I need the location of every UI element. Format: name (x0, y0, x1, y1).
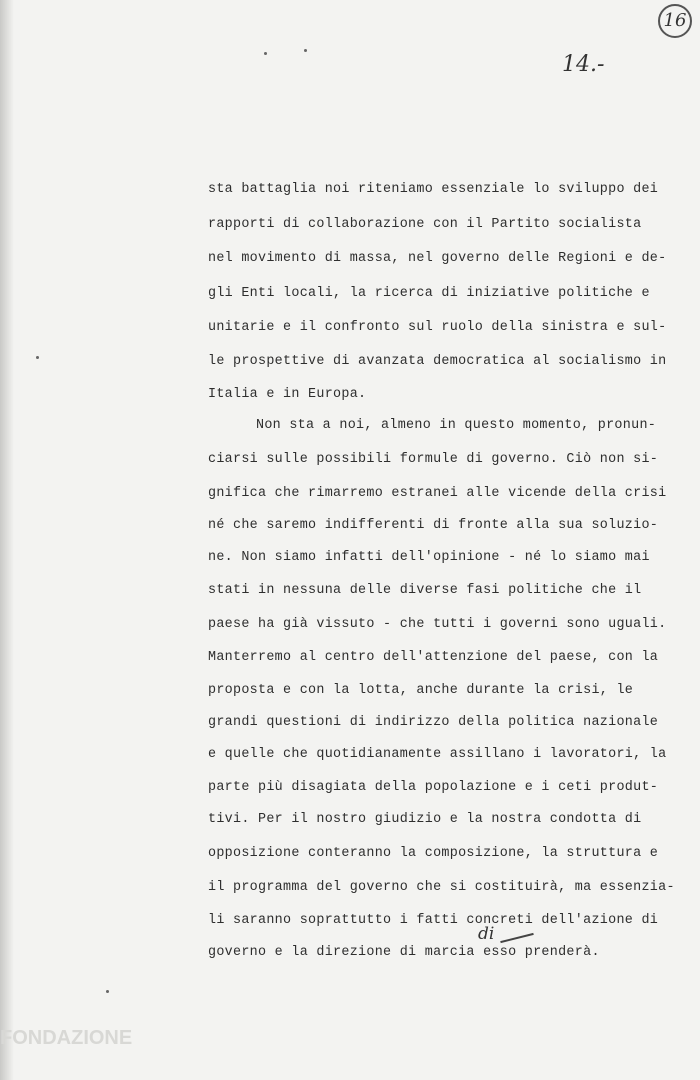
text-line: tivi. Per il nostro giudizio e la nostra condotta di (208, 812, 642, 827)
page-number: 14.- (562, 52, 605, 77)
text-line: ne. Non siamo infatti dell'opinione - né lo siamo mai (208, 550, 650, 565)
scan-speck (106, 990, 109, 993)
text-line: proposta e con la lotta, anche durante la crisi, le (208, 683, 634, 698)
text-line: il programma del governo che si costituirà, ma essenzia- (208, 880, 675, 895)
handwritten-insert: di (478, 924, 495, 944)
text-line: sta battaglia noi riteniamo essenziale lo sviluppo dei (208, 182, 659, 197)
text-line: gli Enti locali, la ricerca di iniziative politiche e (208, 286, 650, 301)
scan-speck (36, 356, 39, 359)
scan-edge-shadow (0, 0, 14, 1080)
archive-watermark: FONDAZIONE (0, 1027, 133, 1049)
text-line: opposizione conteranno la composizione, la struttura e (208, 846, 659, 861)
archive-number-stamp: 16 (658, 4, 692, 38)
text-line: paese ha già vissuto - che tutti i governi sono uguali. (208, 617, 667, 632)
text-line: Non sta a noi, almeno in questo momento, pronun- (256, 418, 657, 433)
text-line: gnifica che rimarremo estranei alle vicende della crisi (208, 486, 667, 501)
text-line: né che saremo indifferenti di fronte alla sua soluzio- (208, 518, 659, 533)
text-line: parte più disagiata della popolazione e i ceti produt- (208, 780, 659, 795)
text-line: governo e la direzione di marcia esso prenderà. (208, 945, 600, 960)
text-line: stati in nessuna delle diverse fasi politiche che il (208, 583, 642, 598)
text-line: li saranno soprattutto i fatti concreti dell'azione di (208, 913, 659, 928)
text-line: e quelle che quotidianamente assillano i lavoratori, la (208, 747, 667, 762)
text-line: Manterremo al centro dell'attenzione del paese, con la (208, 650, 659, 665)
text-line: le prospettive di avanzata democratica al socialismo in (208, 354, 667, 369)
text-line: grandi questioni di indirizzo della politica nazionale (208, 715, 659, 730)
text-line: ciarsi sulle possibili formule di governo. Ciò non si- (208, 452, 659, 467)
scan-speck (264, 52, 267, 55)
text-line: nel movimento di massa, nel governo delle Regioni e de- (208, 251, 667, 266)
handwritten-caret-mark (500, 933, 533, 943)
scan-speck (304, 49, 307, 52)
text-line: Italia e in Europa. (208, 387, 367, 402)
text-line: rapporti di collaborazione con il Partito socialista (208, 217, 642, 232)
text-line: unitarie e il confronto sul ruolo della sinistra e sul- (208, 320, 667, 335)
